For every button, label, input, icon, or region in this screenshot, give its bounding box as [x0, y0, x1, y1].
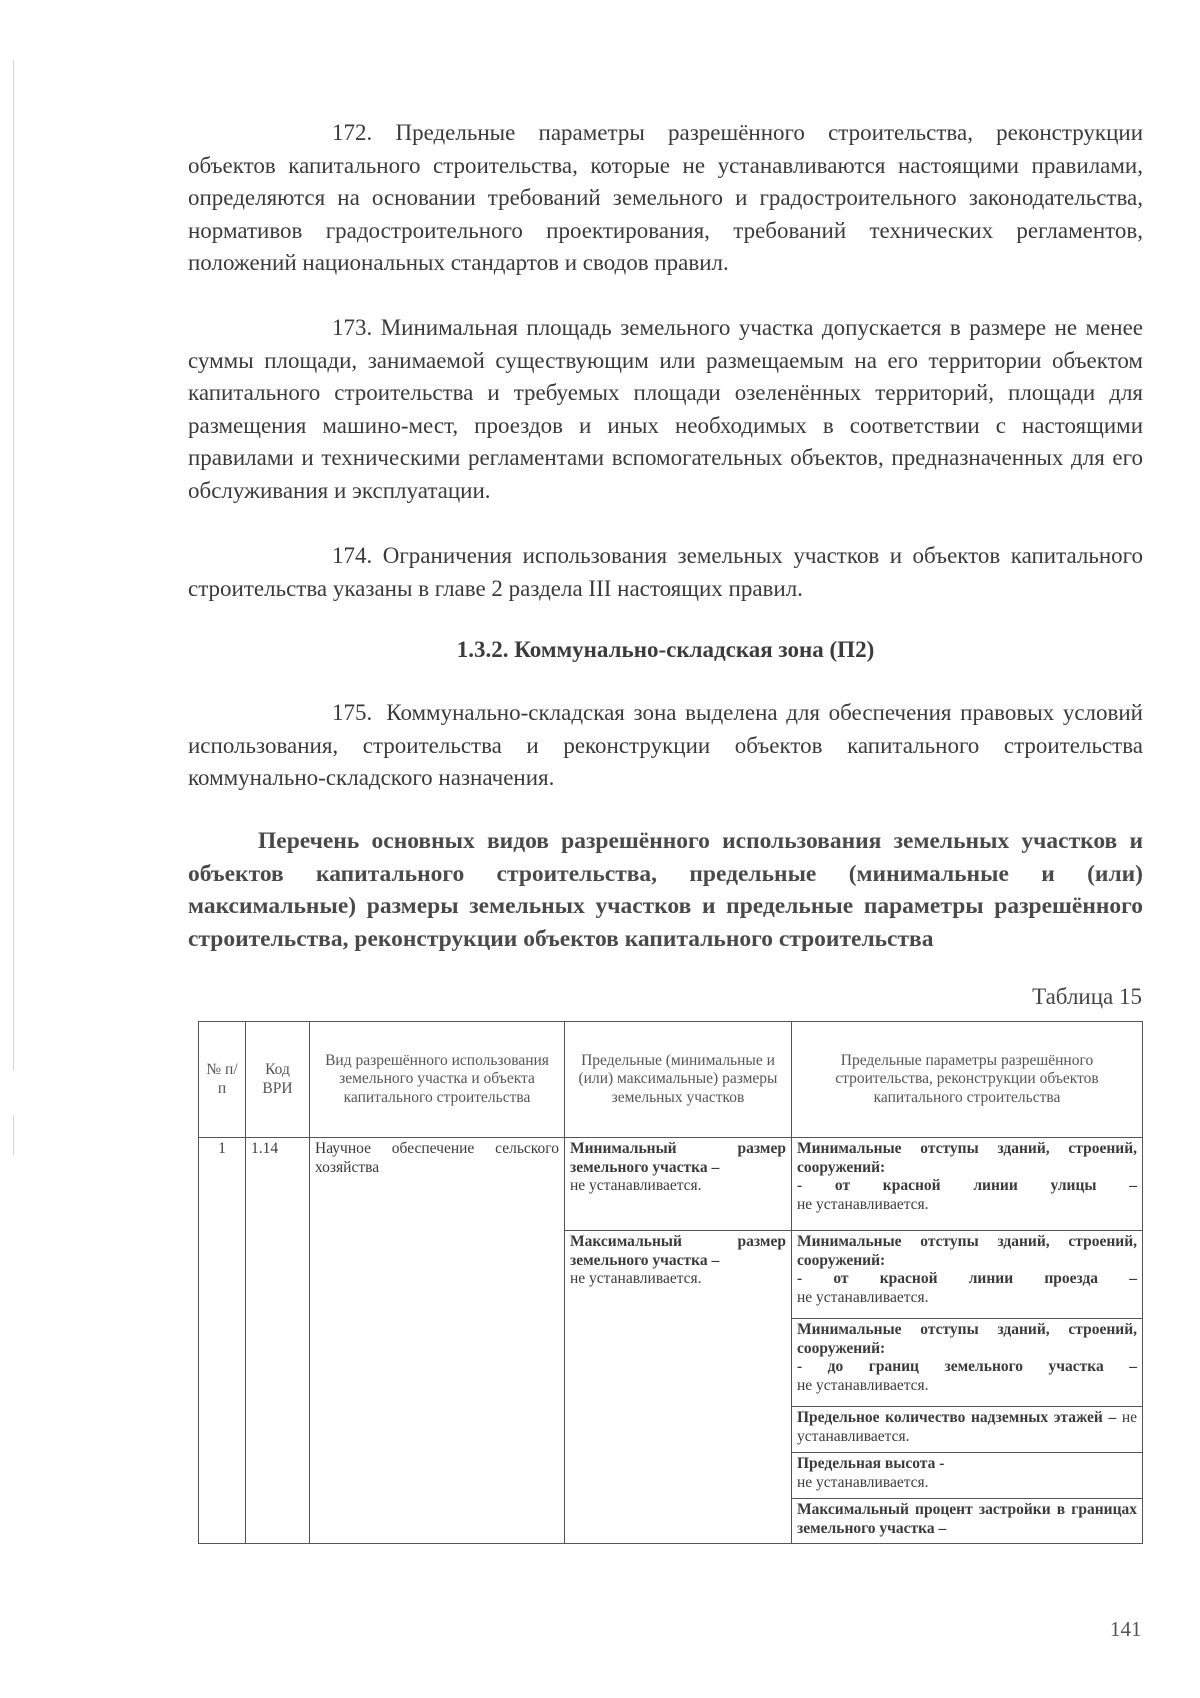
header-type: Вид разрешённого использования земельного участка и объекта капитального строительства [310, 1022, 565, 1138]
size-min-label: Минимальный размер земельного участка – [570, 1140, 786, 1176]
header-code: Код ВРИ [246, 1022, 310, 1138]
param-value: не устанавливается. [797, 1409, 1138, 1445]
paragraph-172: 172. Предельные параметры разрешённого строительства, реконструкции объектов капитального строительства, которые не устанавливаются настоящими правилами, определяются на основании требований земельного и градостроительного законодательства, нормативов градостроительного проектирования, требований технических регламентов, положений национальных стандартов и сводов правил. [188, 120, 1144, 275]
cell-code: 1.14 [246, 1138, 310, 1544]
cell-param-3 [792, 1319, 1143, 1407]
param-sublabel: - от красной линии улицы – [797, 1177, 1137, 1194]
cell-param-4 [792, 1407, 1143, 1453]
param-value: не устанавливается. [797, 1376, 929, 1394]
param-sublabel: - от красной линии проезда – [797, 1270, 1137, 1287]
param-label: Минимальные отступы зданий, строений, сооружений: [797, 1321, 1137, 1357]
header-num: № п/п [199, 1022, 246, 1138]
paragraph-175: 175. Коммунально-складская зона выделена для обеспечения правовых условий использования, строительства и реконструкции объектов капитального строительства коммунально-складского назначения. [188, 700, 1143, 790]
param-label: Максимальный процент застройки в границах земельного участка – [797, 1501, 1137, 1537]
cell-param-2 [792, 1231, 1143, 1319]
table-caption: Таблица 15 [1032, 984, 1142, 1009]
param-value: не устанавливается. [797, 1195, 929, 1213]
param-label: Минимальные отступы зданий, строений, сооружений: [797, 1140, 1137, 1176]
section-heading: 1.3.2. Коммунально-складская зона (П2) [456, 637, 875, 662]
cell-size-min [565, 1138, 792, 1231]
table-header-row [199, 1022, 1143, 1138]
param-label: Предельное количество надземных этажей – [797, 1409, 1117, 1426]
param-label: Предельная высота - [797, 1455, 945, 1472]
size-max-label: Максимальный размер земельного участка – [570, 1233, 786, 1269]
cell-size-max [565, 1231, 792, 1544]
header-params: Предельные параметры разрешённого строительства, реконструкции объектов капитального строительства [792, 1022, 1143, 1138]
param-label: Минимальные отступы зданий, строений, сооружений: [797, 1233, 1137, 1269]
cell-type: Научное обеспечение сельского хозяйства [310, 1138, 565, 1544]
list-heading: Перечень основных видов разрешённого использования земельных участков и объектов капитального строительства, предельные (минимальные и (или) максимальные) размеры земельных участков и предельные параметры разрешённого строительства, реконструкции объектов капитального строительства [188, 828, 1143, 952]
paragraph-173: 173. Минимальная площадь земельного участка допускается в размере не менее суммы площади, занимаемой существующим или размещаемым на его территории объектом капитального строительства и требуемых площади озеленённых территорий, площади для размещения машино-мест, проездов и иных необходимых в соответствии с настоящими правилами и техническими регламентами вспомогательных объектов, предназначенных для его обслуживания и эксплуатации. [188, 315, 1144, 503]
param-value: не устанавливается. [797, 1288, 929, 1306]
zoning-table [198, 1021, 1143, 1544]
scan-edge-line [13, 60, 14, 1070]
page-number: 141 [1110, 1617, 1142, 1641]
table-row [199, 1138, 1143, 1231]
header-size: Предельные (минимальные и (или) максимальные) размеры земельных участков [565, 1022, 792, 1138]
param-value: не устанавливается. [797, 1473, 929, 1491]
scan-edge-line [13, 1115, 14, 1155]
paragraph-174: 174. Ограничения использования земельных участков и объектов капитального строительства указаны в главе 2 раздела III настоящих правил. [188, 543, 1143, 601]
cell-param-5 [792, 1453, 1143, 1499]
size-min-value: не устанавливается. [570, 1177, 702, 1194]
size-max-value: не устанавливается. [570, 1270, 702, 1287]
param-sublabel: - до границ земельного участка – [797, 1358, 1137, 1375]
cell-param-6 [792, 1499, 1143, 1544]
cell-param-1 [792, 1138, 1143, 1231]
cell-num: 1 [199, 1138, 246, 1544]
